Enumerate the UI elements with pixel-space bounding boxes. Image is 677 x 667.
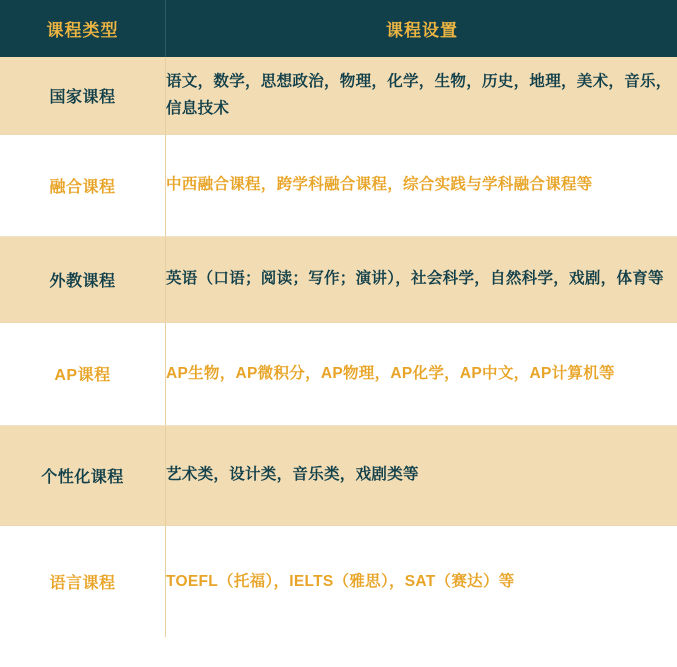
table-row	[0, 425, 677, 525]
row-setting-language: TOEFL（托福），IELTS（雅思），SAT（赛达）等	[166, 525, 677, 637]
row-setting-integrated: 中西融合课程，跨学科融合课程，综合实践与学科融合课程等	[166, 134, 677, 236]
row-setting-personalized: 艺术类，设计类，音乐类，戏剧类等	[166, 425, 677, 525]
table-row	[0, 525, 677, 637]
row-type-personalized: 个性化课程	[0, 425, 166, 525]
table-header	[0, 0, 677, 57]
table-row	[0, 57, 677, 134]
table-body	[0, 57, 677, 637]
table-header-row	[0, 0, 677, 57]
row-type-foreign-teacher: 外教课程	[0, 236, 166, 322]
header-course-type: 课程类型	[0, 0, 166, 57]
header-course-setting: 课程设置	[166, 0, 677, 57]
row-setting-foreign-teacher: 英语（口语；阅读；写作；演讲），社会科学，自然科学，戏剧，体育等	[166, 236, 677, 322]
row-type-language: 语言课程	[0, 525, 166, 637]
row-type-integrated: 融合课程	[0, 134, 166, 236]
table-row	[0, 134, 677, 236]
row-setting-ap: AP生物，AP微积分，AP物理，AP化学，AP中文，AP计算机等	[166, 322, 677, 425]
row-setting-national: 语文，数学，思想政治，物理，化学，生物，历史，地理，美术，音乐，信息技术	[166, 57, 677, 134]
row-type-ap: AP课程	[0, 322, 166, 425]
row-type-national: 国家课程	[0, 57, 166, 134]
table-row	[0, 322, 677, 425]
table-row	[0, 236, 677, 322]
